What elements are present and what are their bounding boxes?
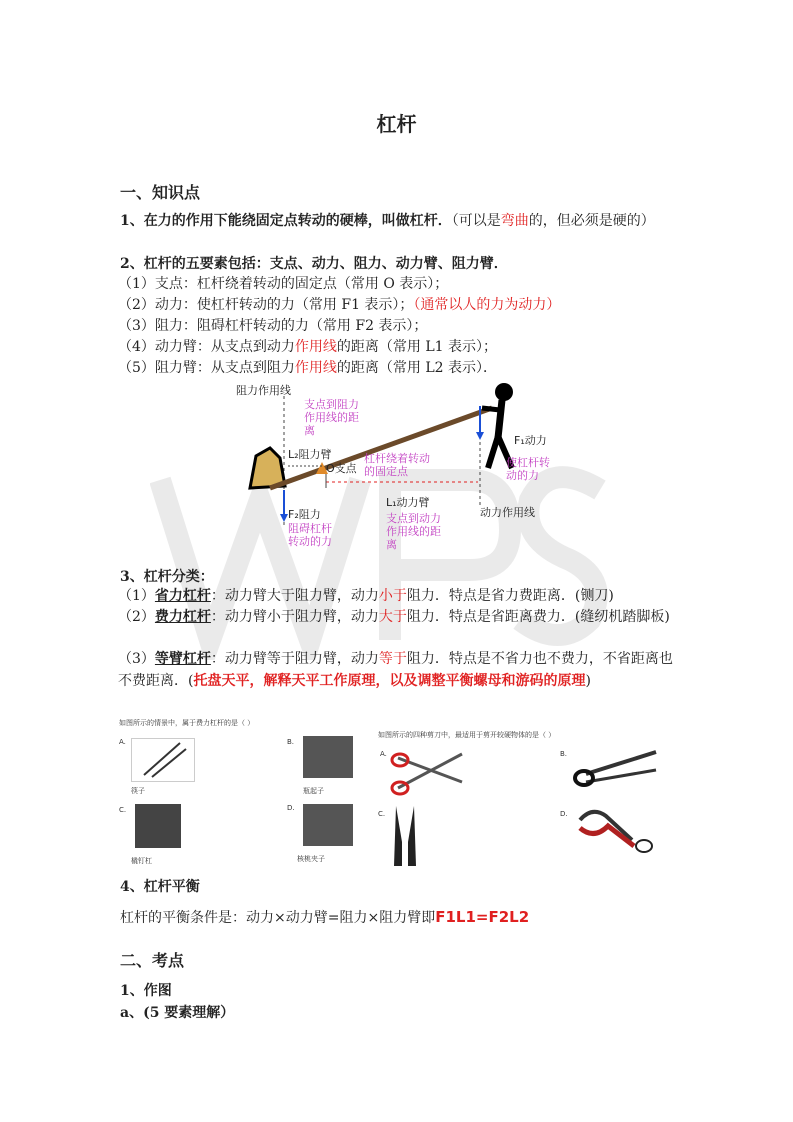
- resistance-arm-a: （5）阻力臂：从支点到阻力: [118, 360, 295, 376]
- quiz-left-c-caption: 橇钉杠: [131, 857, 152, 865]
- class3-end: ): [585, 673, 591, 689]
- scissors-b-image: [572, 744, 658, 794]
- definition-note-a: （可以是: [451, 213, 501, 229]
- quiz-right-b-label: B.: [560, 750, 568, 758]
- quiz-right-d-label: D.: [560, 810, 568, 818]
- class1-name: 省力杠杆: [154, 588, 211, 604]
- lever-figure: [230, 378, 570, 558]
- class2-name: 费力杠杆: [154, 609, 211, 625]
- resistance-arm-b: 的距离（常用 L2 表示）．: [336, 360, 498, 376]
- quiz-left-question: 如图所示的情景中，属于费力杠杆的是（ ）: [119, 719, 255, 727]
- element-item-effort: [118, 294, 678, 316]
- quiz-right-image: [376, 728, 662, 873]
- label-l1: L₁动力臂: [386, 496, 430, 509]
- effort-arm-a: （4）动力臂：从支点到动力: [118, 339, 295, 355]
- subheading-drawing: 1、作图: [120, 983, 172, 999]
- label-hinder: 阻碍杠杆转动的力: [288, 522, 332, 548]
- element-item-resistance-arm: [118, 357, 678, 379]
- class3-red2: 托盘天平，解释天平工作原理，以及调整平衡螺母和游码的原理: [193, 673, 586, 689]
- quiz-left-a-label: A.: [119, 738, 126, 746]
- quiz-left-d-label: D.: [287, 804, 295, 812]
- effort-arm-red: 作用线: [294, 339, 337, 355]
- scissors-d-image: [572, 800, 658, 860]
- label-l2: L₂阻力臂: [288, 448, 332, 461]
- resistance-arm-red: 作用线: [294, 360, 337, 376]
- class3-pre: （3）: [118, 651, 155, 667]
- class2-red: 大于: [378, 609, 407, 625]
- class3-red: 等于: [378, 651, 407, 667]
- definition-bold: 1、在力的作用下能绕固定点转动的硬棒，叫做杠杆．: [120, 213, 452, 229]
- class2-b: 阻力．特点是省距离费力．(缝纫机踏脚板): [406, 609, 670, 625]
- label-resistance-line: 阻力作用线: [236, 384, 291, 397]
- class3-b: 阻力．特点是不省力也不费力，不省距离也不费距离．(: [118, 651, 673, 689]
- label-fulcrum: O支点: [326, 462, 357, 475]
- label-rotate-point: 杠杆绕着转动的固定点: [364, 452, 430, 478]
- element-item-resistance: （3）阻力：阻碍杠杆转动的力（常用 F2 表示）；: [118, 318, 428, 334]
- five-elements-heading: 2、杠杆的五要素包括：支点、动力、阻力、动力臂、阻力臂．: [120, 256, 508, 272]
- page-title: 杠杆: [376, 112, 417, 136]
- quiz-left-b-caption: 瓶起子: [303, 787, 324, 795]
- class-item-labor-saving: [118, 585, 678, 607]
- definition-note-red: 弯曲: [500, 213, 529, 229]
- class-item-equal-arm: [118, 648, 678, 692]
- quiz-right-a-label: A.: [380, 750, 387, 758]
- class2-pre: （2）: [118, 609, 155, 625]
- section-heading-knowledge: 一、知识点: [120, 183, 201, 202]
- label-action-line: 动力作用线: [480, 506, 535, 519]
- quiz-left-b-label: B.: [287, 738, 295, 746]
- label-dist-power: 支点到动力作用线的距离: [386, 512, 441, 551]
- class1-pre: （1）: [118, 588, 155, 604]
- quiz-left-d-caption: 核桃夹子: [297, 855, 325, 863]
- bottle-opener-image: [303, 736, 353, 778]
- scissors-a-image: [388, 748, 468, 798]
- quiz-right-question: 如图所示的四种剪刀中，最适用于剪开较硬物体的是（ ）: [378, 731, 556, 739]
- class-item-labor-costing: [118, 606, 678, 628]
- label-dist-resist: 支点到阻力作用线的距离: [304, 398, 359, 437]
- balance-text: 杠杆的平衡条件是：动力×动力臂=阻力×阻力臂即: [120, 910, 436, 926]
- balance-heading: 4、杠杆平衡: [120, 879, 200, 895]
- class2-a: ：动力臂小于阻力臂，动力: [210, 609, 379, 625]
- balance-formula: F1L1=F2L2: [435, 908, 530, 926]
- element-item-fulcrum: （1）支点：杠杆绕着转动的固定点（常用 O 表示）；: [118, 276, 449, 292]
- chopsticks-image: [131, 738, 195, 782]
- element-item-effort-arm: [118, 336, 678, 358]
- label-f2: F₂阻力: [288, 508, 321, 521]
- class1-b: 阻力．特点是省力费距离．(铡刀): [406, 588, 614, 604]
- crowbar-image: [135, 804, 181, 848]
- class3-a: ：动力臂等于阻力臂，动力: [210, 651, 379, 667]
- definition-note-b: 的，但必须是硬的）: [528, 213, 655, 229]
- classification-heading: 3、杠杆分类：: [120, 569, 214, 585]
- subheading-five-elements: a、(5 要素理解）: [120, 1005, 235, 1021]
- definition-paragraph: [120, 210, 680, 232]
- quiz-left-a-caption: 筷子: [131, 787, 145, 795]
- class3-name: 等臂杠杆: [154, 651, 211, 667]
- effort-note: （通常以人的力为动力）: [413, 297, 561, 313]
- quiz-right-c-label: C.: [378, 810, 386, 818]
- section-heading-exam-points: 二、考点: [120, 951, 185, 970]
- effort-text: （2）动力：使杠杆转动的力（常用 F1 表示）；: [118, 297, 414, 313]
- quiz-left-c-label: C.: [119, 806, 127, 814]
- quiz-left-image: [117, 716, 367, 872]
- label-make-rotate: 使杠杆转动的力: [506, 456, 550, 482]
- balance-paragraph: [120, 906, 680, 929]
- effort-arm-b: 的距离（常用 L1 表示）；: [336, 339, 498, 355]
- label-f1: F₁动力: [514, 434, 547, 447]
- class1-red: 小于: [378, 588, 407, 604]
- scissors-c-image: [390, 802, 420, 870]
- nutcracker-image: [303, 804, 353, 846]
- class1-a: ：动力臂大于阻力臂，动力: [210, 588, 379, 604]
